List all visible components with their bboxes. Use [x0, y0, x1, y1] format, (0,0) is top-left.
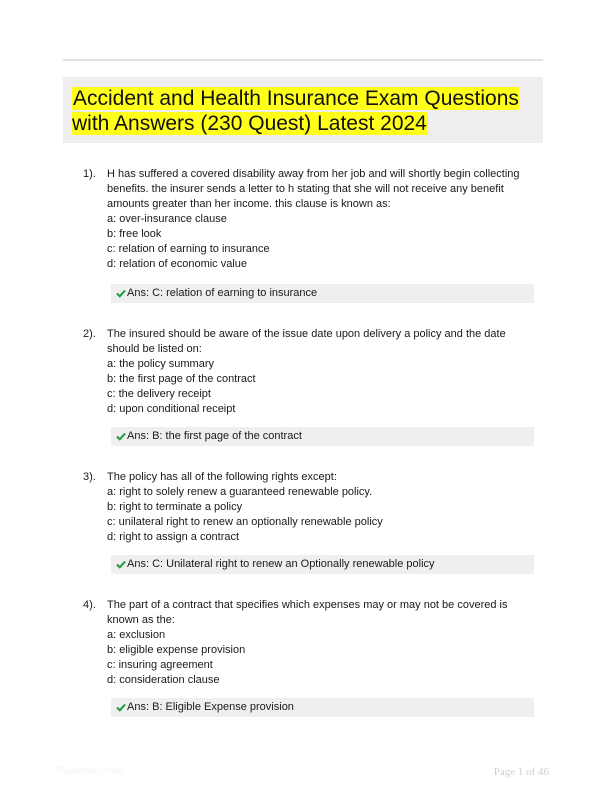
question-number: 4).	[83, 599, 96, 611]
question-number: 2).	[83, 328, 96, 340]
question-body	[107, 470, 537, 545]
document-title-text: Accident and Health Insurance Exam Questions with Answers (230 Quest) Latest 2024	[72, 87, 519, 135]
checkmark-icon	[116, 703, 126, 712]
option-a: a: exclusion	[107, 629, 166, 641]
answer-box	[111, 555, 534, 574]
checkmark-icon	[116, 289, 126, 298]
option-d: d: relation of economic value	[107, 258, 248, 270]
question-text: The insured should be aware of the issue date upon delivery a policy and the date should be listed on:	[107, 328, 506, 355]
option-a: a: right to solely renew a guaranteed renewable policy.	[107, 486, 373, 498]
top-divider	[63, 59, 543, 61]
checkmark-icon	[116, 560, 126, 569]
checkmark-icon	[116, 432, 126, 441]
answer-box	[111, 698, 534, 717]
option-b: b: free look	[107, 228, 162, 240]
question-number: 1).	[83, 168, 96, 180]
question-text: The policy has all of the following rights except:	[107, 471, 337, 483]
option-b: b: the first page of the contract	[107, 373, 256, 385]
answer-box	[111, 427, 534, 446]
answer-text: Ans: C: relation of earning to insurance	[127, 287, 318, 299]
question-body	[107, 598, 537, 688]
answer-text: Ans: B: Eligible Expense provision	[127, 701, 294, 713]
option-a: a: the policy summary	[107, 358, 214, 370]
option-d: d: right to assign a contract	[107, 531, 240, 543]
document-title	[72, 86, 537, 136]
option-b: b: eligible expense provision	[107, 644, 246, 656]
question-body	[107, 327, 537, 417]
page-number: Page 1 of 46	[493, 766, 549, 778]
answer-text: Ans: B: the first page of the contract	[127, 430, 302, 442]
option-c: c: insuring agreement	[107, 659, 213, 671]
question-body	[107, 167, 537, 272]
title-banner	[63, 77, 543, 143]
option-c: c: relation of earning to insurance	[107, 243, 270, 255]
question-number: 3).	[83, 471, 96, 483]
option-c: c: unilateral right to renew an optionally renewable policy	[107, 516, 383, 528]
answer-box	[111, 284, 534, 303]
option-b: b: right to terminate a policy	[107, 501, 243, 513]
option-d: d: upon conditional receipt	[107, 403, 236, 415]
watermark: Papersbic.com	[57, 766, 124, 777]
option-d: d: consideration clause	[107, 674, 220, 686]
option-a: a: over-insurance clause	[107, 213, 227, 225]
question-text: H has suffered a covered disability away from her job and will shortly begin collecting benefits. the insurer sends a letter to h stating that she will not receive any benefit amounts greater than her income. this clause is known as:	[107, 168, 520, 210]
answer-text: Ans: C: Unilateral right to renew an Optionally renewable policy	[127, 558, 435, 570]
option-c: c: the delivery receipt	[107, 388, 211, 400]
question-text: The part of a contract that specifies which expenses may or may not be covered is known as the:	[107, 599, 508, 626]
